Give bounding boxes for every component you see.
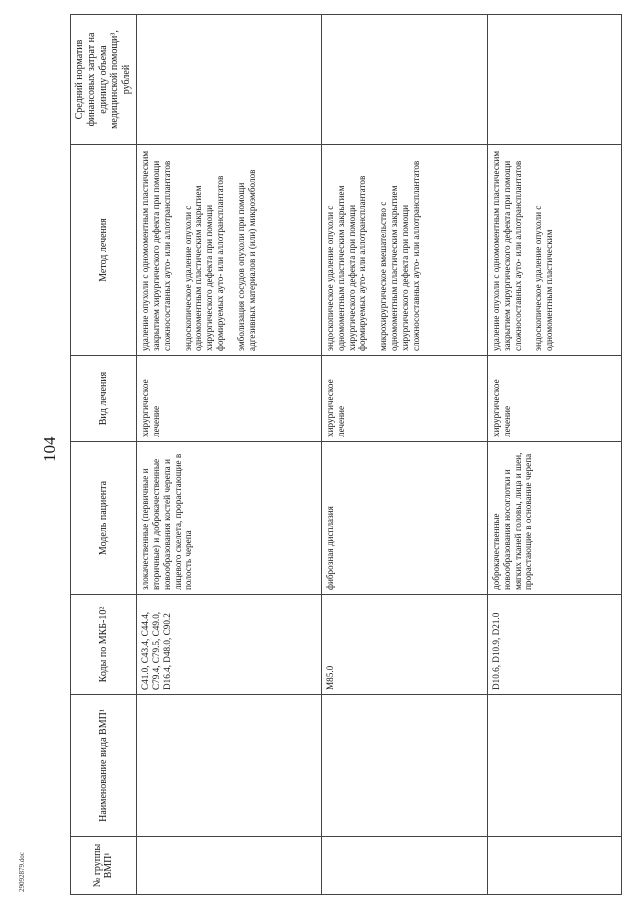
header-vmp-name: Наименование вида ВМП¹	[71, 695, 137, 837]
cell-treatment-method	[321, 145, 487, 356]
cell-treatment-type: хирургическое лечение	[136, 356, 321, 442]
method-text: эмболизация сосудов опухоли при помощи адгезивных материалов и (или) микроэмболов	[236, 169, 257, 351]
method-text: удаление опухоли с одномоментным пластическим закрытием хирургического дефекта при помощи сложносоставных ауто- или аллотрансплантатов	[490, 150, 523, 351]
method-text: эндоскопическое удаление опухоли с одномоментным пластическим	[533, 205, 555, 351]
table-row	[487, 15, 621, 895]
cell-average-cost	[321, 15, 487, 145]
table-row	[136, 15, 321, 895]
footer-file-name: 29092879.doc	[18, 852, 26, 892]
cell-group-number	[321, 837, 487, 895]
header-patient-model: Модель пациента	[71, 442, 137, 595]
rotated-table-sheet	[70, 15, 622, 895]
cell-treatment-type: хирургическое лечение	[321, 356, 487, 442]
cell-group-number	[487, 837, 621, 895]
header-treatment-type: Вид лечения	[71, 356, 137, 442]
header-average-cost: Средний норматив финансовых затрат на единицу объема медицинской помощи³, рублей	[71, 15, 137, 145]
table-row	[321, 15, 487, 895]
cell-treatment-method	[487, 145, 621, 356]
header-treatment-method: Метод лечения	[71, 145, 137, 356]
cell-treatment-method	[136, 145, 321, 356]
method-text: эндоскопическое удаление опухоли с одномоментным пластическим закрытием хирургического дефекта при помощи формируемых ауто- или аллотрансплантатов	[324, 175, 368, 351]
method-text: эндоскопическое удаление опухоли с одномоментным пластическим закрытием хирургического дефекта при помощи формируемых ауто- или аллотрансплантатов	[182, 175, 226, 351]
cell-patient-model: злокачественные (первичные и вторичные) и доброкачественные новообразования костей черепа и лицевого скелета, прорастающие в полость черепа	[136, 442, 321, 595]
cell-vmp-name	[487, 695, 621, 837]
cell-icd-codes: C41.0, C43.4, C44.4, C79.4, C79.5, C49.0, D16.4, D48.0, C90.2	[136, 595, 321, 695]
cell-average-cost	[487, 15, 621, 145]
cell-vmp-name	[321, 695, 487, 837]
method-text: удаление опухоли с одномоментным пластическим закрытием хирургического дефекта при помощи сложносоставных ауто- или аллотрансплантатов	[139, 150, 172, 351]
cell-group-number	[136, 837, 321, 895]
header-group-number: № группы ВМП¹	[71, 837, 137, 895]
method-text: микрохирургическое вмешательство с одномоментным пластическим закрытием хирургического дефекта при помощи сложносоставных ауто- или аллотрансплантатов	[378, 160, 421, 351]
cell-icd-codes: M85.0	[321, 595, 487, 695]
page-number: 104	[40, 436, 59, 462]
cell-patient-model: фиброзная дисплазия	[321, 442, 487, 595]
table-header-row	[71, 15, 137, 895]
cell-vmp-name	[136, 695, 321, 837]
cell-average-cost	[136, 15, 321, 145]
vmp-table	[70, 14, 622, 895]
cell-patient-model: доброкачественные новообразования носоглотки и мягких тканей головы, лица и шеи, прорастающие в основание черепа	[487, 442, 621, 595]
cell-treatment-type: хирургическое лечение	[487, 356, 621, 442]
cell-icd-codes: D10.6, D10.9, D21.0	[487, 595, 621, 695]
header-icd-codes: Коды по МКБ-10²	[71, 595, 137, 695]
